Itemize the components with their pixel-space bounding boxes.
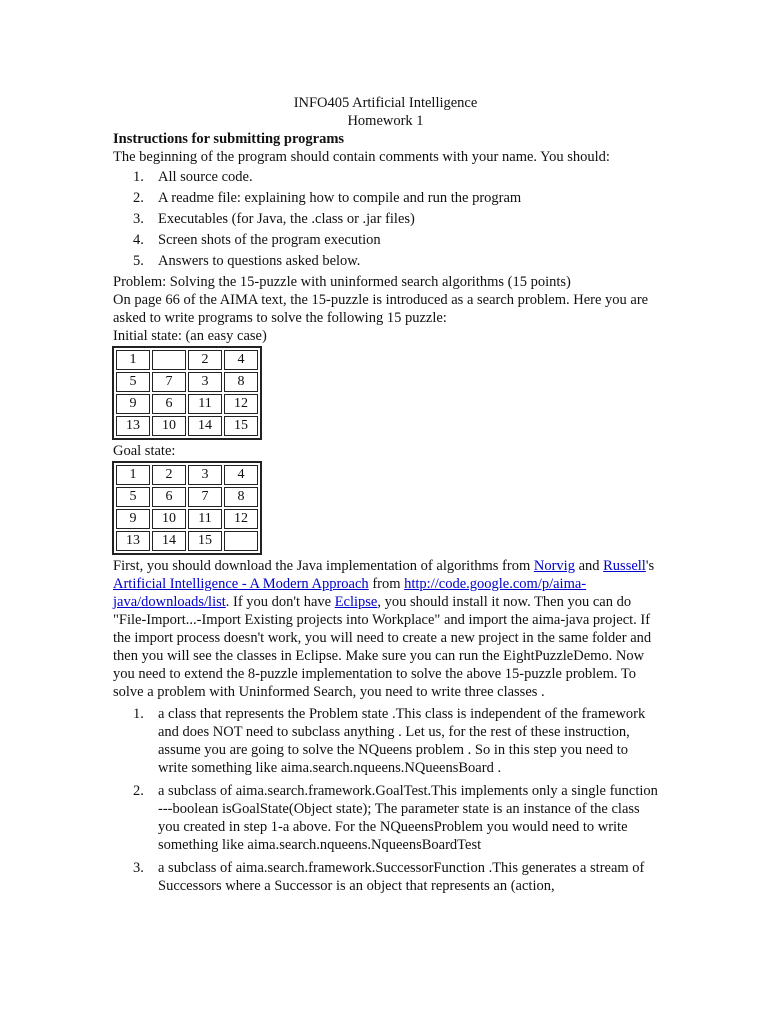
grid-row — [116, 372, 258, 392]
grid-cell: 3 — [188, 372, 222, 392]
text-span: , you should install it now. Then you can do "File-Import...-Import Existing projects into Workplace" and import the aima-java project. If the import process doesn't work, you will need to create a new project in the same folder and then you will see the classes in Eclipse. Make sure you can run the EightPuzzleDemo. Now you need to extend the 8-puzzle implementation to solve the above 15-puzzle problem. To solve a problem with Uninformed Search, you need to write three classes . — [113, 594, 652, 700]
text-span: . If you don't have — [225, 594, 335, 610]
grid-cell: 4 — [224, 465, 258, 485]
initial-state-label: Initial state: (an easy case) — [113, 328, 267, 344]
grid-cell: 3 — [188, 465, 222, 485]
grid-row — [116, 531, 258, 551]
body-paragraph — [113, 557, 658, 701]
list-text: a subclass of aima.search.framework.SuccessorFunction .This generates a stream of Successors where a Successor is an object that represents an (action, — [158, 860, 645, 894]
grid-cell: 5 — [116, 487, 150, 507]
list-item — [113, 252, 658, 270]
list-number: 2. — [133, 190, 144, 206]
text-span: and — [574, 558, 604, 574]
grid-cell — [152, 350, 186, 370]
text-span: 's — [645, 558, 655, 574]
grid-cell: 14 — [152, 531, 186, 551]
list-item — [113, 210, 658, 228]
list-text: Executables (for Java, the .class or .jar files) — [158, 211, 415, 227]
grid-cell: 4 — [224, 350, 258, 370]
classes-list — [113, 705, 658, 895]
problem-intro: On page 66 of the AIMA text, the 15-puzzle is introduced as a search problem. Here you are asked to write programs to solve the following 15 puzzle: — [113, 292, 649, 326]
grid-row — [116, 394, 258, 414]
list-item — [113, 782, 658, 854]
course-title: INFO405 Artificial Intelligence — [293, 95, 478, 111]
grid-cell: 12 — [224, 394, 258, 414]
russell-link[interactable]: Russell — [603, 558, 646, 574]
list-item — [113, 705, 658, 777]
list-text: A readme file: explaining how to compile and run the program — [158, 190, 522, 206]
assignment-title: Homework 1 — [347, 113, 424, 129]
grid-cell: 12 — [224, 509, 258, 529]
grid-cell: 13 — [116, 531, 150, 551]
list-item — [113, 859, 658, 895]
grid-row — [116, 465, 258, 485]
list-number: 4. — [133, 232, 144, 248]
grid-cell: 10 — [152, 416, 186, 436]
list-number: 3. — [133, 860, 144, 876]
problem-title: Problem: Solving the 15-puzzle with uninformed search algorithms (15 points) — [113, 274, 571, 290]
grid-cell: 7 — [152, 372, 186, 392]
list-number: 1. — [133, 169, 144, 185]
list-item — [113, 189, 658, 207]
initial-state-grid — [112, 346, 262, 440]
grid-cell: 14 — [188, 416, 222, 436]
grid-cell: 11 — [188, 509, 222, 529]
instructions-intro: The beginning of the program should contain comments with your name. You should: — [113, 149, 610, 165]
goal-state-label: Goal state: — [113, 443, 176, 459]
list-text: a class that represents the Problem state .This class is independent of the framework and does NOT need to subclass anything . Let us, for the rest of these instruction, assume you are going to solve the NQueens problem . So in this step you need to write something like aima.search.nqueens.NQueensBoard . — [158, 706, 646, 776]
norvig-link[interactable]: Norvig — [533, 558, 575, 574]
grid-cell: 1 — [116, 465, 150, 485]
grid-row — [116, 487, 258, 507]
grid-cell: 8 — [224, 487, 258, 507]
list-number: 2. — [133, 783, 144, 799]
grid-cell: 8 — [224, 372, 258, 392]
grid-cell: 10 — [152, 509, 186, 529]
submission-list — [113, 168, 658, 270]
text-span: First, you should download the Java implementation of algorithms from — [113, 558, 534, 574]
grid-cell: 2 — [188, 350, 222, 370]
list-text: Answers to questions asked below. — [158, 253, 361, 269]
grid-row — [116, 416, 258, 436]
grid-cell: 13 — [116, 416, 150, 436]
aima-download-link[interactable]: http://code.google.com/p/aima-java/downloads/list — [113, 576, 587, 610]
list-text: All source code. — [158, 169, 253, 185]
grid-row — [116, 350, 258, 370]
list-number: 1. — [133, 706, 144, 722]
grid-cell: 15 — [188, 531, 222, 551]
goal-state-grid — [112, 461, 262, 555]
document-page — [113, 94, 658, 900]
instructions-heading: Instructions for submitting programs — [113, 131, 345, 147]
aima-book-link[interactable]: Artificial Intelligence - A Modern Approach — [113, 576, 369, 592]
grid-row — [116, 509, 258, 529]
list-item — [113, 231, 658, 249]
grid-cell: 5 — [116, 372, 150, 392]
grid-cell: 9 — [116, 509, 150, 529]
eclipse-link[interactable]: Eclipse — [334, 594, 378, 610]
grid-cell: 6 — [152, 394, 186, 414]
list-item — [113, 168, 658, 186]
text-span: from — [368, 576, 405, 592]
grid-cell: 9 — [116, 394, 150, 414]
grid-cell: 15 — [224, 416, 258, 436]
list-text: Screen shots of the program execution — [158, 232, 381, 248]
grid-cell: 1 — [116, 350, 150, 370]
grid-cell — [224, 531, 258, 551]
grid-cell: 7 — [188, 487, 222, 507]
list-text: a subclass of aima.search.framework.GoalTest.This implements only a single function ---boolean isGoalState(Object state); The parameter state is an instance of the class you created in step 1-a above. For the NQueensProblem you would need to write something like aima.search.nqueens.NqueensBoardTest — [158, 783, 658, 853]
grid-cell: 2 — [152, 465, 186, 485]
list-number: 5. — [133, 253, 144, 269]
grid-cell: 6 — [152, 487, 186, 507]
list-number: 3. — [133, 211, 144, 227]
grid-cell: 11 — [188, 394, 222, 414]
